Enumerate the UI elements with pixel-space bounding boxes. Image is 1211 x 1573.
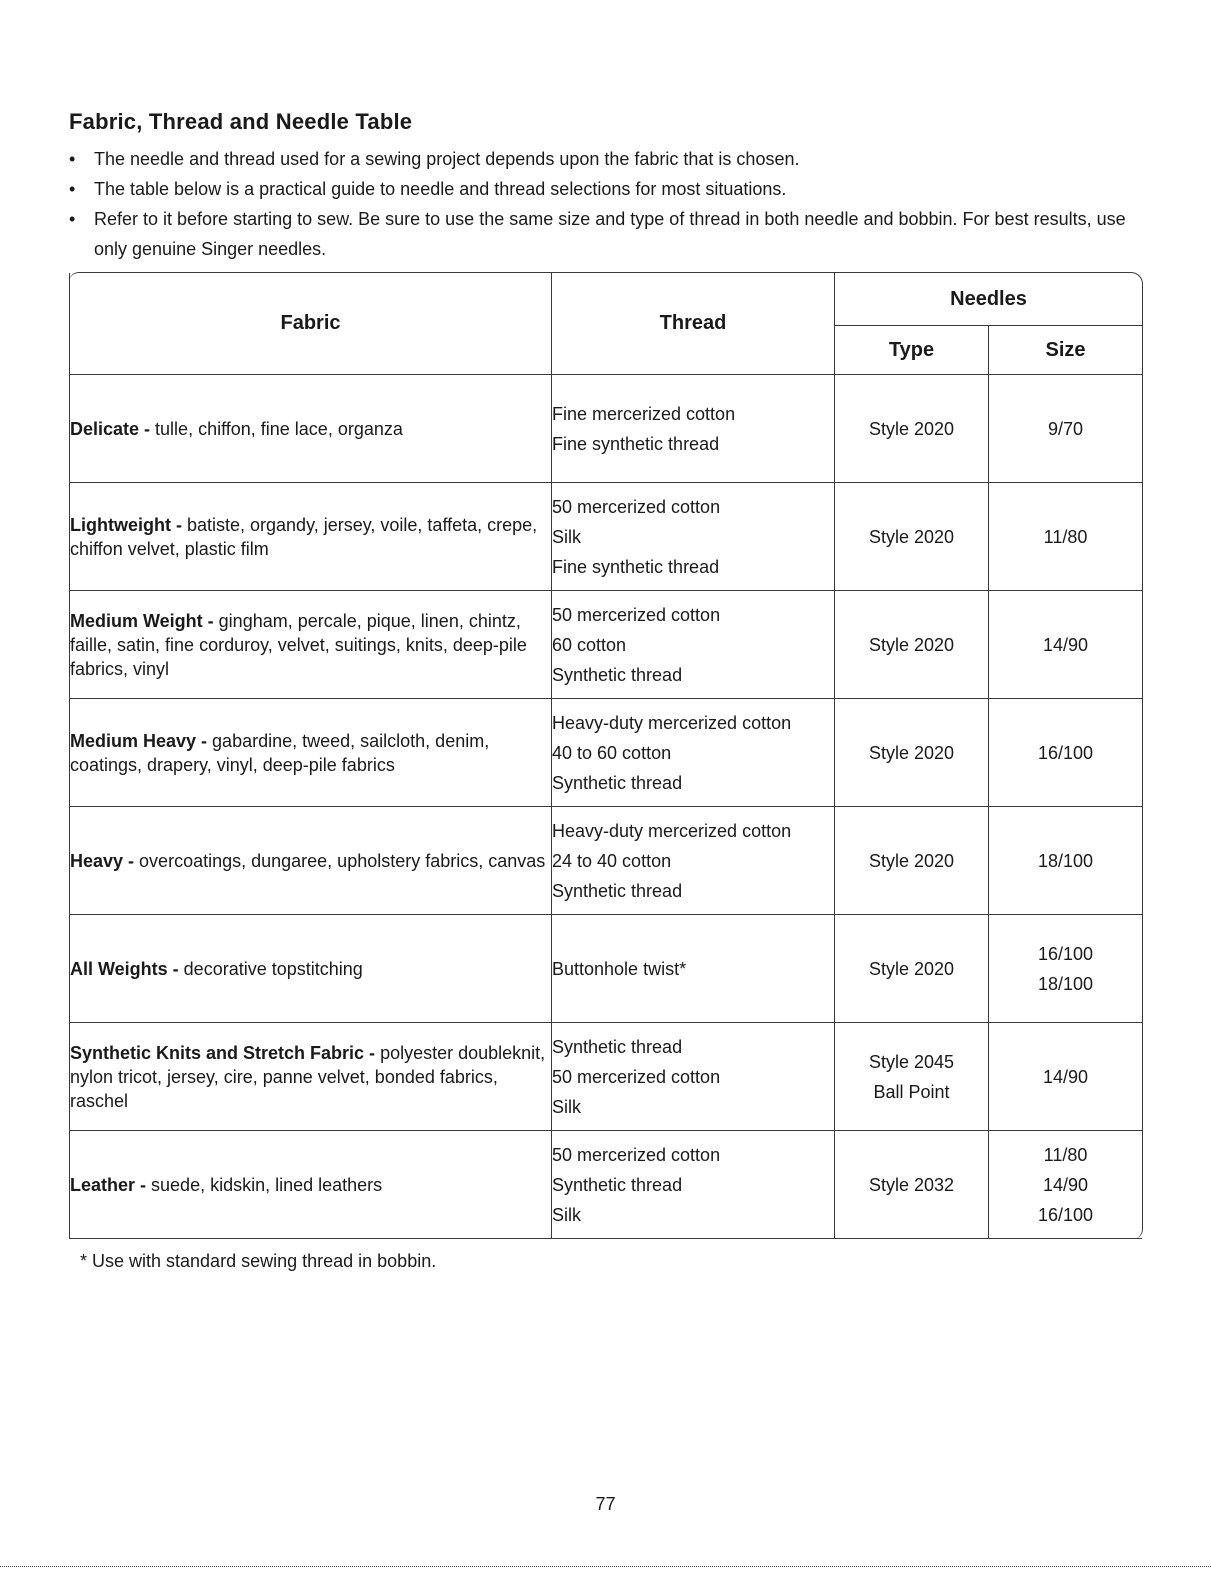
table-row	[69, 807, 1142, 915]
intro-text: The table below is a practical guide to needle and thread selections for most situations.	[94, 179, 787, 199]
intro-list	[69, 144, 1149, 264]
needle-type: Style 2020	[868, 634, 955, 655]
fabric-examples: overcoatings, dungaree, upholstery fabrics, canvas	[139, 850, 546, 871]
needle-size-cell	[988, 915, 1142, 1023]
intro-text: Refer to it before starting to sew. Be sure to use the same size and type of thread in both needle and bobbin. For best results, use only genuine Singer needles.	[94, 209, 1126, 259]
intro-text: The needle and thread used for a sewing project depends upon the fabric that is chosen.	[94, 149, 800, 169]
needle-type-cell	[834, 375, 988, 483]
thread-cell	[551, 1131, 834, 1239]
fabric-cell	[69, 1131, 551, 1239]
needle-size-cell	[988, 1023, 1142, 1131]
needle-type: Style 2045	[868, 1051, 955, 1072]
thread-option: 60 cotton	[552, 634, 627, 655]
fabric-examples: tulle, chiffon, fine lace, organza	[155, 418, 403, 439]
fabric-category: Medium Heavy -	[70, 730, 213, 751]
needle-size: 14/90	[1042, 634, 1089, 655]
needle-size-cell	[988, 483, 1142, 591]
thread-option: Heavy-duty mercerized cotton	[552, 712, 792, 733]
needle-size-cell	[988, 1131, 1142, 1239]
thread-cell	[551, 483, 834, 591]
thread-option: 50 mercerized cotton	[552, 1066, 721, 1087]
intro-item	[69, 144, 1149, 174]
needle-type-cell	[834, 699, 988, 807]
header-needles: Needles	[834, 273, 1142, 326]
thread-option: Fine mercerized cotton	[552, 403, 736, 424]
table-row	[69, 699, 1142, 807]
fabric-category: Synthetic Knits and Stretch Fabric -	[70, 1042, 381, 1063]
fabric-thread-needle-table	[69, 272, 1143, 1239]
thread-option: Silk	[552, 1096, 582, 1117]
needle-type: Ball Point	[873, 1081, 950, 1102]
needle-size: 18/100	[1037, 850, 1094, 871]
needle-size: 9/70	[1047, 418, 1084, 439]
needle-size: 11/80	[1043, 1144, 1088, 1165]
thread-cell	[551, 375, 834, 483]
fabric-category: Lightweight -	[70, 514, 187, 535]
thread-cell	[551, 591, 834, 699]
needle-type-cell	[834, 591, 988, 699]
table-row	[69, 483, 1142, 591]
thread-cell	[551, 1023, 834, 1131]
thread-option: 50 mercerized cotton	[552, 496, 721, 517]
header-size: Size	[988, 326, 1142, 375]
page-bottom-rule	[0, 1566, 1211, 1567]
fabric-examples: batiste, organdy, jersey, voile, taffeta, crepe, chiffon velvet, plastic film	[70, 514, 538, 559]
header-thread: Thread	[551, 273, 834, 375]
thread-option: Silk	[552, 1204, 582, 1225]
footnote: * Use with standard sewing thread in bobbin.	[80, 1251, 437, 1271]
table-body	[69, 375, 1142, 1239]
fabric-category: Medium Weight -	[70, 610, 219, 631]
needle-type: Style 2020	[868, 526, 955, 547]
needle-size: 14/90	[1042, 1174, 1089, 1195]
thread-option: 24 to 40 cotton	[552, 850, 672, 871]
fabric-examples: suede, kidskin, lined leathers	[151, 1174, 383, 1195]
intro-item	[69, 204, 1149, 264]
needle-size-cell	[988, 807, 1142, 915]
fabric-examples: gabardine, tweed, sailcloth, denim, coatings, drapery, vinyl, deep-pile fabrics	[70, 730, 490, 775]
table-row	[69, 375, 1142, 483]
thread-option: Synthetic thread	[552, 772, 683, 793]
needle-type: Style 2020	[868, 958, 955, 979]
fabric-cell	[69, 591, 551, 699]
header-fabric: Fabric	[69, 273, 551, 375]
needle-size: 14/90	[1042, 1066, 1089, 1087]
needle-type: Style 2032	[868, 1174, 955, 1195]
needle-size-cell	[988, 699, 1142, 807]
needle-type-cell	[834, 1131, 988, 1239]
fabric-cell	[69, 1023, 551, 1131]
bullet-icon: •	[69, 209, 76, 229]
thread-cell	[551, 915, 834, 1023]
thread-option: Buttonhole twist*	[552, 958, 687, 979]
needle-type-cell	[834, 915, 988, 1023]
fabric-cell	[69, 807, 551, 915]
needle-size: 16/100	[1037, 742, 1094, 763]
table-row	[69, 1131, 1142, 1239]
fabric-examples: decorative topstitching	[183, 958, 363, 979]
fabric-cell	[69, 375, 551, 483]
fabric-category: All Weights -	[70, 958, 184, 979]
fabric-category: Heavy -	[70, 850, 140, 871]
needle-size-cell	[988, 375, 1142, 483]
bullet-icon: •	[69, 179, 76, 199]
fabric-category: Delicate -	[70, 418, 156, 439]
needle-type: Style 2020	[868, 418, 955, 439]
header-type: Type	[834, 326, 988, 375]
needle-type: Style 2020	[868, 850, 955, 871]
thread-option: 40 to 60 cotton	[552, 742, 672, 763]
fabric-examples: polyester doubleknit, nylon tricot, jersey, cire, panne velvet, bonded fabrics, raschel	[70, 1042, 546, 1111]
needle-size-cell	[988, 591, 1142, 699]
needle-size: 16/100	[1037, 943, 1094, 964]
needle-type-cell	[834, 483, 988, 591]
thread-cell	[551, 807, 834, 915]
table-row	[69, 1023, 1142, 1131]
fabric-category: Leather -	[70, 1174, 152, 1195]
fabric-cell	[69, 915, 551, 1023]
thread-option: Synthetic thread	[552, 1174, 683, 1195]
thread-option: Synthetic thread	[552, 880, 683, 901]
intro-item	[69, 174, 1149, 204]
thread-option: Synthetic thread	[552, 664, 683, 685]
page-title: Fabric, Thread and Needle Table	[69, 109, 413, 134]
fabric-cell	[69, 483, 551, 591]
thread-option: 50 mercerized cotton	[552, 1144, 721, 1165]
needle-size: 16/100	[1037, 1204, 1094, 1225]
thread-cell	[551, 699, 834, 807]
needle-size: 18/100	[1037, 973, 1094, 994]
fabric-thread-needle-table-container	[69, 272, 1142, 1239]
thread-option: Silk	[552, 526, 582, 547]
bullet-icon: •	[69, 149, 76, 169]
thread-option: 50 mercerized cotton	[552, 604, 721, 625]
fabric-examples: gingham, percale, pique, linen, chintz, faille, satin, fine corduroy, velvet, suitings, knits, deep-pile fabrics, vinyl	[70, 610, 527, 679]
thread-option: Heavy-duty mercerized cotton	[552, 820, 792, 841]
needle-type-cell	[834, 1023, 988, 1131]
page-number: 77	[595, 1494, 616, 1514]
fabric-cell	[69, 699, 551, 807]
needle-type: Style 2020	[868, 742, 955, 763]
needle-size: 11/80	[1043, 526, 1088, 547]
table-row	[69, 591, 1142, 699]
thread-option: Synthetic thread	[552, 1036, 683, 1057]
table-row	[69, 915, 1142, 1023]
needle-type-cell	[834, 807, 988, 915]
thread-option: Fine synthetic thread	[552, 433, 720, 454]
thread-option: Fine synthetic thread	[552, 556, 720, 577]
